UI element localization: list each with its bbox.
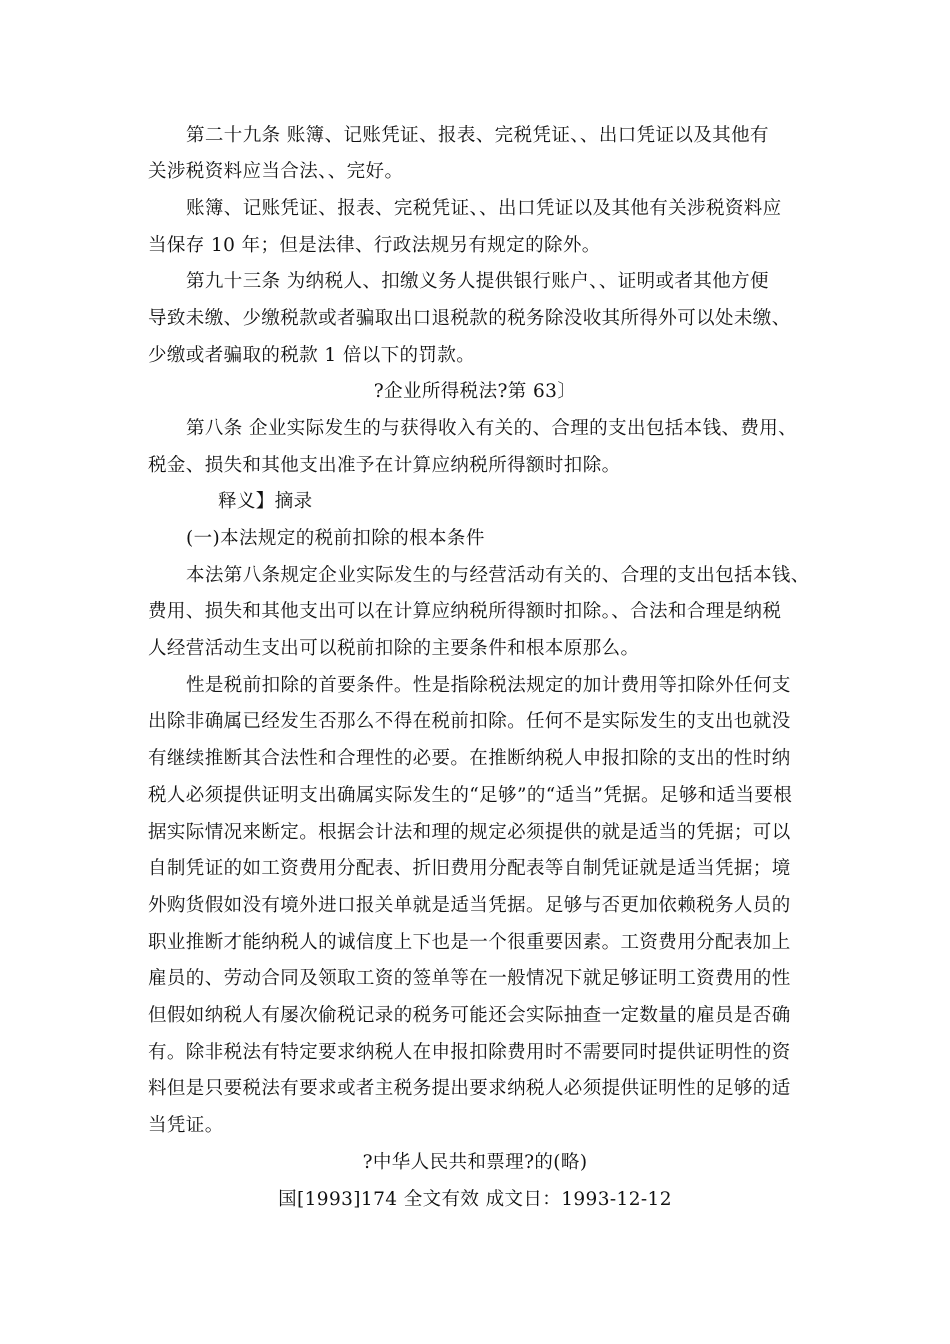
law-heading-corporate-income-tax: ?企业所得税法?第 63〕 bbox=[373, 381, 577, 402]
paragraph-1-line-1: 本法第八条规定企业实际发生的与经营活动有关的、合理的支出包括本钱、 bbox=[186, 565, 810, 586]
section-1-heading: (一)本法规定的税前扣除的根本条件 bbox=[186, 528, 485, 549]
article-93-line-2: 导致未缴、少缴税款或者骗取出口退税款的税务除没收其所得外可以处未缴、 bbox=[148, 308, 791, 329]
document-reference: 国[1993]174 全文有效 成文日：1993-12-12 bbox=[278, 1189, 672, 1210]
paragraph-1-line-3: 人经营活动生支出可以税前扣除的主要条件和根本原那么。 bbox=[148, 638, 640, 659]
paragraph-2-line-13: 当凭证。 bbox=[148, 1115, 224, 1136]
paragraph-2-line-7: 外购货假如没有境外进口报关单就是适当凭据。足够与否更加依赖税务人员的 bbox=[148, 895, 791, 916]
paragraph-2-line-3: 有继续推断其合法性和合理性的必要。在推断纳税人申报扣除的支出的性时纳 bbox=[148, 748, 791, 769]
interpretation-heading: 释义】摘录 bbox=[218, 491, 313, 512]
retention-line-2: 当保存 10 年；但是法律、行政法规另有规定的除外。 bbox=[148, 235, 601, 256]
regulation-heading: ?中华人民共和票理?的(略) bbox=[362, 1152, 588, 1173]
paragraph-2-line-9: 雇员的、劳动合同及领取工资的签单等在一般情况下就足够证明工资费用的性 bbox=[148, 968, 791, 989]
paragraph-2-line-12: 料但是只要税法有要求或者主税务提出要求纳税人必须提供证明性的足够的适 bbox=[148, 1078, 791, 1099]
article-8-line-1: 第八条 企业实际发生的与获得收入有关的、合理的支出包括本钱、费用、 bbox=[186, 418, 798, 439]
paragraph-2-line-2: 出除非确属已经发生否那么不得在税前扣除。任何不是实际发生的支出也就没 bbox=[148, 711, 791, 732]
paragraph-2-line-8: 职业推断才能纳税人的诚信度上下也是一个很重要因素。工资费用分配表加上 bbox=[148, 932, 791, 953]
article-29-line-2: 关涉税资料应当合法、、完好。 bbox=[148, 161, 404, 182]
retention-line-1: 账簿、记账凭证、报表、完税凭证、、出口凭证以及其他有关涉税资料应 bbox=[186, 198, 782, 219]
paragraph-2-line-10: 但假如纳税人有屡次偷税记录的税务可能还会实际抽查一定数量的雇员是否确 bbox=[148, 1005, 791, 1026]
article-93-line-1: 第九十三条 为纳税人、扣缴义务人提供银行账户、、证明或者其他方便 bbox=[186, 271, 769, 292]
paragraph-2-line-4: 税人必须提供证明支出确属实际发生的“足够”的“适当”凭据。足够和适当要根 bbox=[148, 785, 793, 806]
paragraph-2-line-6: 自制凭证的如工资费用分配表、折旧费用分配表等自制凭证就是适当凭据；境 bbox=[148, 858, 791, 879]
paragraph-1-line-2: 费用、损失和其他支出可以在计算应纳税所得额时扣除。、合法和合理是纳税 bbox=[148, 601, 782, 622]
paragraph-2-line-11: 有。除非税法有特定要求纳税人在申报扣除费用时不需要同时提供证明性的资 bbox=[148, 1042, 791, 1063]
paragraph-2-line-5: 据实际情况来断定。根据会计法和理的规定必须提供的就是适当的凭据；可以 bbox=[148, 822, 791, 843]
article-93-line-3: 少缴或者骗取的税款 1 倍以下的罚款。 bbox=[148, 345, 476, 366]
article-29-line-1: 第二十九条 账簿、记账凭证、报表、完税凭证、、出口凭证以及其他有 bbox=[186, 125, 769, 146]
article-8-line-2: 税金、损失和其他支出准予在计算应纳税所得额时扣除。 bbox=[148, 455, 621, 476]
paragraph-2-line-1: 性是税前扣除的首要条件。性是指除税法规定的加计费用等扣除外任何支 bbox=[186, 675, 791, 696]
